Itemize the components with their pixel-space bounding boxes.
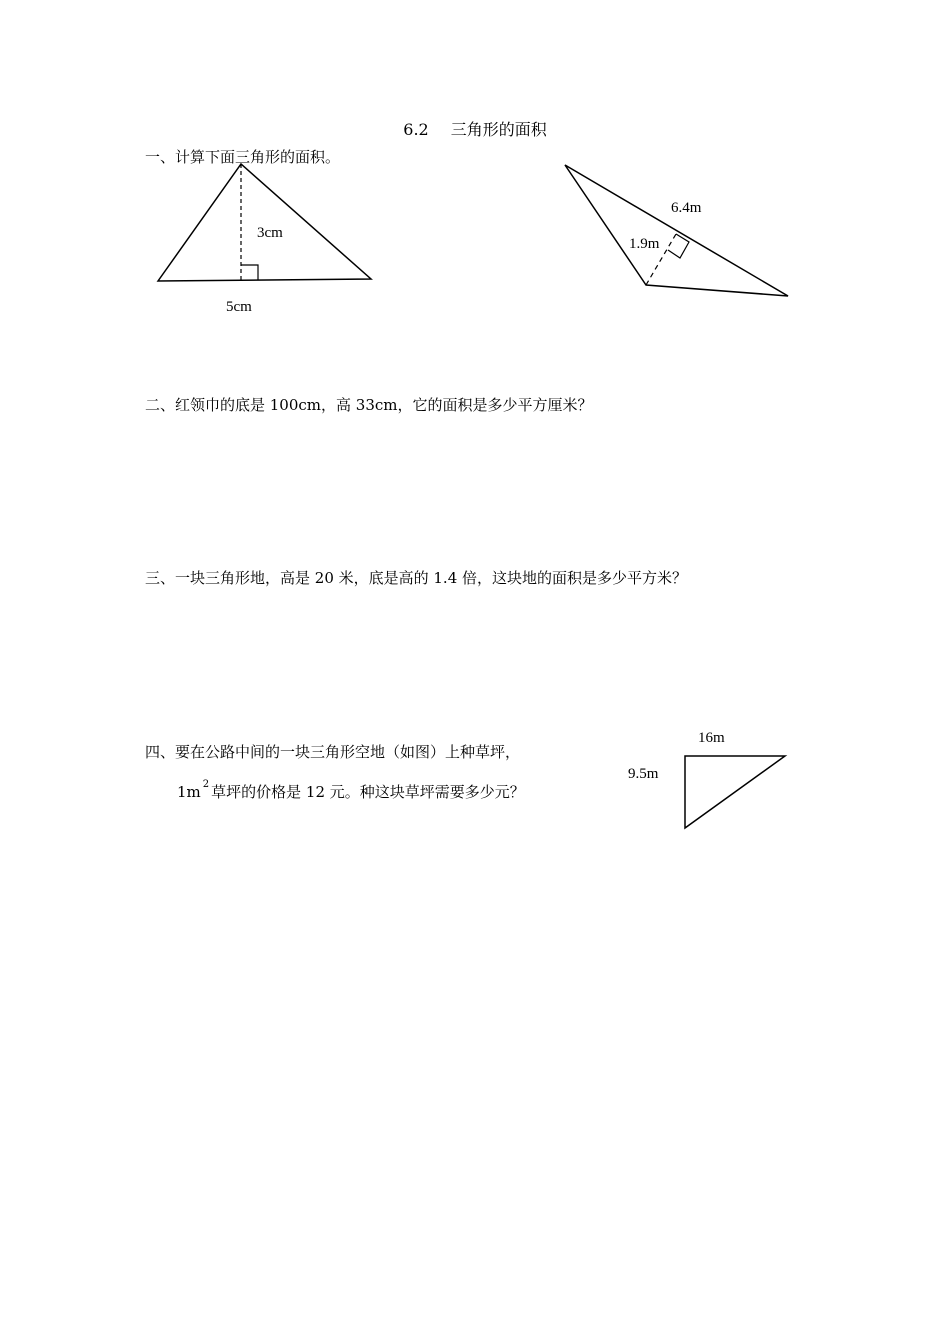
fig3-side-label: 9.5m — [628, 766, 659, 782]
section-title: 三角形的面积 — [450, 120, 547, 139]
question-4-line2 — [177, 781, 525, 802]
section-number: 6.2 — [403, 120, 429, 139]
question-1: 一、计算下面三角形的面积。 — [145, 148, 341, 166]
triangle-figure-1 — [158, 164, 371, 281]
fig1-base-label: 5cm — [226, 299, 252, 315]
question-4-line1: 四、要在公路中间的一块三角形空地（如图）上种草坪， — [145, 743, 521, 761]
fig1-height-label: 3cm — [257, 225, 283, 241]
fig2-base-label: 6.4m — [671, 200, 702, 216]
unit-m: 1m — [177, 783, 201, 801]
fig2-height-label: 1.9m — [629, 236, 660, 252]
question-3: 三、一块三角形地，高是 20 米，底是高的 1.4 倍，这块地的面积是多少平方米？ — [145, 569, 688, 587]
question-4-line2-text: 草坪的价格是 12 元。种这块草坪需要多少元？ — [211, 783, 525, 801]
triangle-figure-2 — [565, 165, 788, 296]
unit-superscript: 2 — [202, 779, 210, 790]
triangle-figure-3 — [685, 756, 785, 828]
question-2: 二、红领巾的底是 100cm，高 33cm，它的面积是多少平方厘米？ — [145, 396, 593, 414]
fig3-top-label: 16m — [698, 730, 725, 746]
